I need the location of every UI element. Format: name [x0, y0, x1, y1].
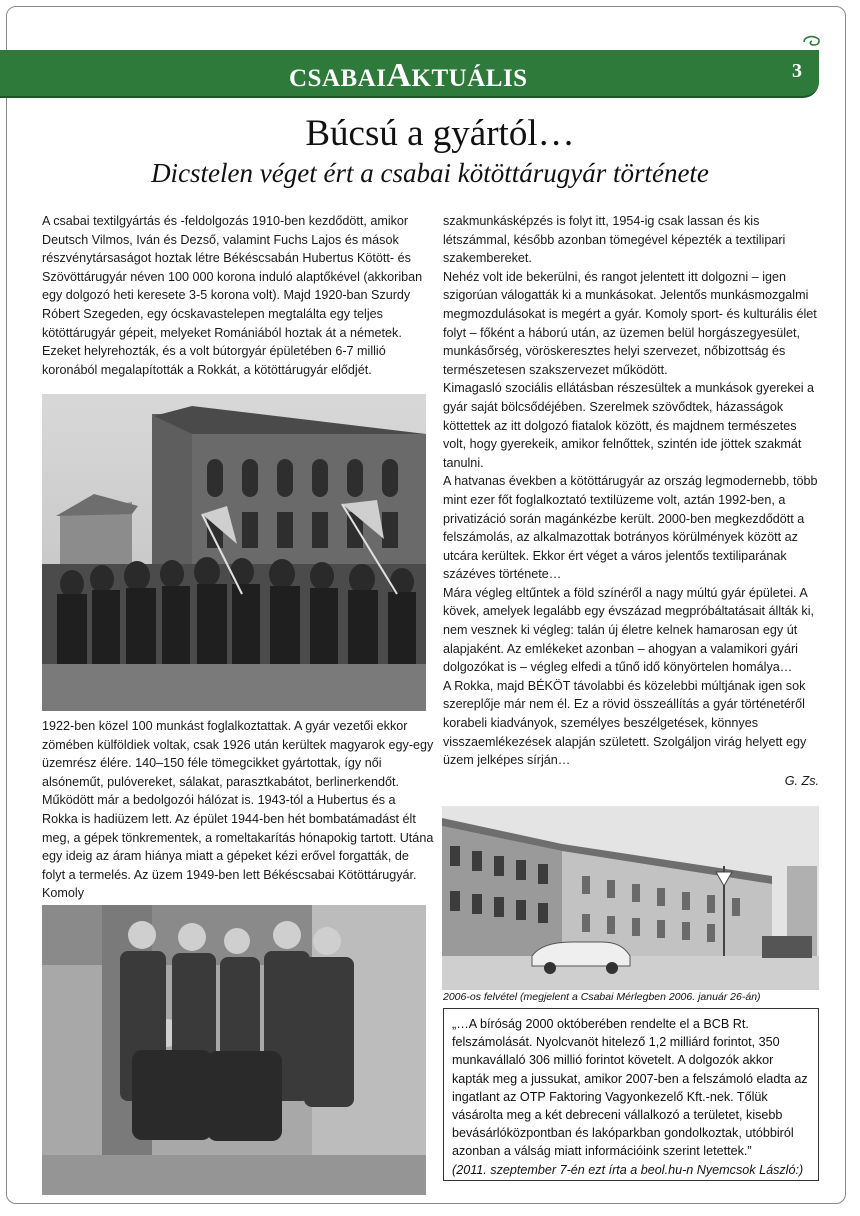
article-subheadline: Dicstelen véget ért a csabai kötöttárugyár története [151, 158, 709, 188]
quote-box [443, 1008, 819, 1181]
masthead-word-aktualis: KTUÁLIS [411, 65, 528, 92]
paragraph: Nehéz volt ide bekerülni, és rangot jelentett itt dolgozni – igen szigorúan válogatták ki a munkásokat. Jelentős munkásmozgalmi megmozdulásokat is megért a gyár. Komoly sport- és kulturális élet folyt – főként a háború után, az üzemen belül horgászegyesület, munkásőrség, vöröskeresztes helyi szervezet, nőbizottság és természetesen szakszervezet működött. [443, 269, 817, 377]
paragraph: A Rokka, majd BÉKÖT távolabbi és közelebbi múltjának igen sok szereplője már nem él. Ez a rövid összeállítás a gyár történetéről korabeli kiadványok, személyes beszélgetések, könnyes visszaemlékezések alapján született. Szolgáljon virág helyett egy üzem jelképes sírján… [443, 678, 807, 768]
article-left-column-top [42, 212, 434, 379]
swirl-ornament-icon [801, 34, 823, 48]
paragraph: 1922-ben közel 100 munkást foglalkoztattak. A gyár vezetői ekkor zömében külföldiek voltak, csak 1926 után kerültek magyarok egy-egy üzemrész élére. 140–150 féle tömegcikket gyártottak, így női alsóneműt, pulóvereket, sálakat, parasztkabátot, berlinerkendőt. Működött már a bedolgozói hálózat is. 1943-tól a Hubertus és a Rokka is hadiüzem lett. Az épület 1944-ben hét bombatámadást élt meg, a gépek tönkrementek, a romeltakarítás hónapokig tartott. Utána egy ideig az áram hiánya miatt a gépeket kézi erővel forgatták, de folyt a termelés. Az üzem 1949-ben lett Békéscsabai Kötöttárugyár. Komoly [42, 719, 434, 901]
workers-group-photo [42, 905, 426, 1195]
article-left-column-bottom [42, 717, 434, 903]
photo-caption: 2006-os felvétel (megjelent a Csabai Mérlegben 2006. január 26-án) [443, 991, 761, 1003]
masthead-initial: A [386, 57, 412, 94]
factory-building-photo [442, 806, 819, 990]
article-headline: Búcsú a gyártól… [305, 113, 575, 154]
paragraph: A csabai textilgyártás és -feldolgozás 1910-ben kezdődött, amikor Deutsch Vilmos, Iván és Dezső, valamint Fuchs Lajos és mások részvénytársaságot hoztak létre Békéscsabán Hubertus Kötött- és Szövöttárugyár néven 100 000 korona induló alaptőkével (akkoriban egy dolgozó heti keresete 3-5 korona volt). Majd 1920-ban Szurdy Róbert Szegeden, egy ócskavastelepen megtalálta egy teljes kötöttárugyár gépeit, melyeket Romániából hoztak át a németek. Ezeket helyrehozták, és a volt bútorgyár épületében 6-7 millió koronából megalapították a Rokkát, a kötöttárugyár elődjét. [42, 214, 423, 377]
page-number: 3 [792, 60, 802, 82]
quote-text: „…A bíróság 2000 októberében rendelte el a BCB Rt. felszámolását. Nyolcvanöt hitelező 1,2 milliárd forintot, 350 munkavállaló 306 millió forintot követelt. A dolgozók akkor kapták meg a jussukat, amikor 2007-ben a felszámoló eladta az ingatlant az OTP Faktoring Vagyonkezelő Kft.-nek. Tőlük vásárolta meg a két debreceni vállalkozó a területet, kisebb bevásárlóközpontban és lakóparkban gondolkoztak, utóbbiról azonban a válság miatt információink szerint letettek.” [452, 1017, 808, 1159]
masthead-word-csabai: CSABAI [289, 65, 387, 92]
quote-source: (2011. szeptember 7-én ezt írta a beol.hu-n Nyemcsok László:) [452, 1162, 804, 1177]
article-right-column [443, 212, 819, 790]
paragraph: szakmunkásképzés is folyt itt, 1954-ig csak lassan és kis létszámmal, később azonban tömegével képezték a textilipari szakembereket. [443, 214, 786, 266]
paragraph: Kimagasló szociális ellátásban részesültek a munkások gyerekei a gyár saját bölcsődéjében. Szerelmek szövődtek, házasságok köttettek az itt dolgozó fiatalok között, és majdnem természetes volt, hogy gyerekeik, amikor felnőttek, szintén ide jöttek szakmát tanulni. [443, 381, 814, 470]
paragraph: A hatvanas években a kötöttárugyár az ország legmodernebb, több mint ezer főt foglalkoztató textilüzeme volt, aztán 1992-ben, a privatizáció során magánkézbe került. 2000-ben megkezdődött a felszámolás, az alkalmazottak botrányos körülmények között az utcára kerültek. Ekkor ért véget a város jelentős textiliparának százéves története… [443, 474, 818, 582]
masthead-title [289, 57, 528, 95]
paragraph: Mára végleg eltűntek a föld színéről a nagy múltú gyár épületei. A kövek, amelyek legalább egy évszázad megpróbáltatásait állták ki, nem vesznek ki végleg: talán új életre kelnek hamarosan egy út alapjaként. Az emlékeket azonban – ahogyan a valamikori gyári dolgozókat is – végleg elfedi a tűnő idő könyörtelen homálya… [443, 585, 815, 675]
march-photo [42, 394, 426, 711]
author-signature: G. Zs. [784, 773, 819, 788]
